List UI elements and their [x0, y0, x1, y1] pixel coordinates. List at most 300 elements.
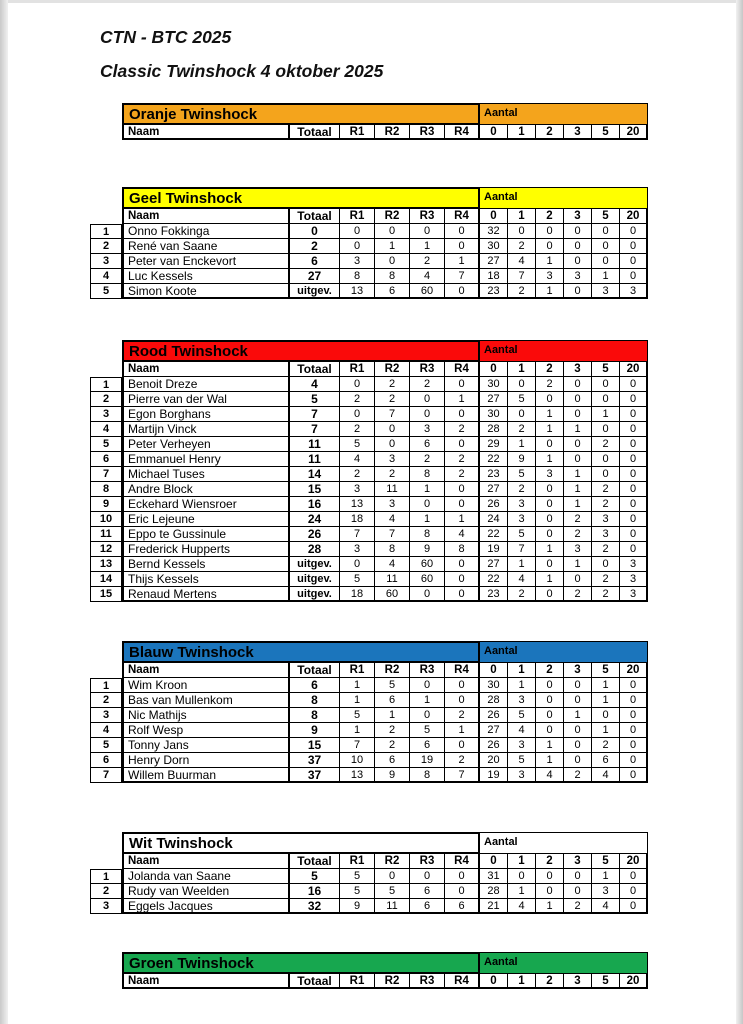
aantal-count: 1 — [592, 678, 620, 693]
aantal-count: 3 — [564, 269, 592, 284]
round-score: 0 — [445, 557, 480, 572]
round-score: 0 — [410, 407, 445, 422]
round-score: 3 — [375, 452, 410, 467]
rider-pos: 6 — [90, 452, 122, 467]
col-header-aantal: 2 — [536, 663, 564, 678]
round-score: 3 — [375, 497, 410, 512]
rider-name: Wim Kroon — [122, 678, 290, 693]
rider-total: 15 — [290, 482, 340, 497]
aantal-count: 1 — [536, 407, 564, 422]
rider-total: 16 — [290, 497, 340, 512]
aantal-count: 3 — [508, 512, 536, 527]
aantal-count: 2 — [592, 587, 620, 602]
rider-total: 27 — [290, 269, 340, 284]
aantal-label: Aantal — [480, 103, 648, 125]
aantal-count: 0 — [508, 869, 536, 884]
rider-total: 6 — [290, 678, 340, 693]
aantal-count: 26 — [480, 738, 508, 753]
aantal-count: 0 — [564, 572, 592, 587]
table-band — [122, 832, 648, 854]
aantal-count: 0 — [592, 422, 620, 437]
aantal-count: 4 — [592, 768, 620, 783]
aantal-count: 4 — [508, 572, 536, 587]
round-score: 0 — [340, 377, 375, 392]
round-score: 8 — [410, 527, 445, 542]
table-geel-twinshock — [90, 187, 648, 299]
round-score: 1 — [375, 708, 410, 723]
aantal-count: 27 — [480, 723, 508, 738]
aantal-count: 0 — [620, 768, 648, 783]
aantal-count: 19 — [480, 768, 508, 783]
aantal-count: 0 — [564, 693, 592, 708]
page-edge-top — [0, 0, 743, 3]
aantal-count: 5 — [508, 753, 536, 768]
aantal-count: 0 — [620, 377, 648, 392]
round-score: 2 — [410, 452, 445, 467]
round-score: 1 — [340, 678, 375, 693]
aantal-count: 30 — [480, 407, 508, 422]
rider-name: Simon Koote — [122, 284, 290, 299]
rider-name: Peter Verheyen — [122, 437, 290, 452]
aantal-count: 0 — [508, 377, 536, 392]
aantal-count: 1 — [592, 723, 620, 738]
round-score: 3 — [340, 254, 375, 269]
col-header-totaal: Totaal — [290, 854, 340, 869]
table-title: Geel Twinshock — [122, 187, 480, 209]
table-row — [90, 587, 648, 602]
round-score: 0 — [410, 497, 445, 512]
round-score: 1 — [445, 512, 480, 527]
aantal-count: 29 — [480, 437, 508, 452]
aantal-count: 0 — [564, 738, 592, 753]
column-header-row — [122, 209, 648, 224]
rider-pos: 4 — [90, 723, 122, 738]
col-header-aantal: 5 — [592, 663, 620, 678]
aantal-count: 4 — [592, 899, 620, 914]
col-header-naam: Naam — [122, 209, 290, 224]
aantal-count: 0 — [536, 497, 564, 512]
rider-name: Tonny Jans — [122, 738, 290, 753]
aantal-count: 1 — [536, 899, 564, 914]
rider-name: Eric Lejeune — [122, 512, 290, 527]
col-header-round: R4 — [445, 125, 480, 140]
round-score: 9 — [340, 899, 375, 914]
round-score: 8 — [375, 542, 410, 557]
aantal-count: 0 — [620, 422, 648, 437]
table-row — [90, 723, 648, 738]
round-score: 4 — [340, 452, 375, 467]
round-score: 7 — [445, 269, 480, 284]
rider-total: 5 — [290, 869, 340, 884]
aantal-count: 0 — [564, 452, 592, 467]
col-header-aantal: 3 — [564, 209, 592, 224]
round-score: 60 — [410, 284, 445, 299]
round-score: 0 — [445, 587, 480, 602]
aantal-count: 1 — [592, 269, 620, 284]
rider-name: Eppo te Gussinule — [122, 527, 290, 542]
aantal-count: 18 — [480, 269, 508, 284]
round-score: 0 — [445, 869, 480, 884]
rider-name: Jolanda van Saane — [122, 869, 290, 884]
col-header-aantal: 3 — [564, 362, 592, 377]
aantal-count: 2 — [508, 422, 536, 437]
round-score: 7 — [375, 407, 410, 422]
rider-name: Willem Buurman — [122, 768, 290, 783]
round-score: 3 — [340, 482, 375, 497]
round-score: 6 — [410, 899, 445, 914]
round-score: 1 — [445, 254, 480, 269]
col-header-aantal: 0 — [480, 125, 508, 140]
aantal-count: 0 — [592, 452, 620, 467]
col-header-round: R2 — [375, 362, 410, 377]
aantal-count: 0 — [564, 407, 592, 422]
aantal-count: 27 — [480, 254, 508, 269]
table-rood-twinshock — [90, 340, 648, 602]
column-header-row — [122, 362, 648, 377]
rider-total: 7 — [290, 422, 340, 437]
round-score: 13 — [340, 497, 375, 512]
table-title: Oranje Twinshock — [122, 103, 480, 125]
aantal-count: 26 — [480, 708, 508, 723]
round-score: 5 — [340, 884, 375, 899]
aantal-count: 3 — [592, 527, 620, 542]
round-score: 5 — [375, 678, 410, 693]
round-score: 0 — [375, 437, 410, 452]
round-score: 7 — [340, 527, 375, 542]
aantal-count: 4 — [536, 768, 564, 783]
aantal-count: 0 — [536, 527, 564, 542]
rider-total: 26 — [290, 527, 340, 542]
col-header-totaal: Totaal — [290, 125, 340, 140]
col-header-round: R3 — [410, 209, 445, 224]
aantal-count: 0 — [508, 224, 536, 239]
col-header-aantal: 3 — [564, 854, 592, 869]
table-band — [122, 340, 648, 362]
round-score: 0 — [410, 678, 445, 693]
aantal-count: 0 — [592, 224, 620, 239]
rider-pos: 11 — [90, 527, 122, 542]
rider-pos: 15 — [90, 587, 122, 602]
table-row — [90, 869, 648, 884]
round-score: 7 — [445, 768, 480, 783]
col-header-round: R3 — [410, 125, 445, 140]
aantal-count: 7 — [508, 542, 536, 557]
col-header-aantal: 0 — [480, 663, 508, 678]
round-score: 5 — [375, 884, 410, 899]
col-header-naam: Naam — [122, 974, 290, 989]
table-row — [90, 768, 648, 783]
col-header-round: R1 — [340, 854, 375, 869]
aantal-count: 1 — [592, 693, 620, 708]
col-header-totaal: Totaal — [290, 209, 340, 224]
aantal-count: 22 — [480, 452, 508, 467]
aantal-count: 28 — [480, 693, 508, 708]
page-title: CTN - BTC 2025 — [100, 27, 232, 47]
round-score: 0 — [445, 407, 480, 422]
round-score: 2 — [375, 377, 410, 392]
round-score: 60 — [410, 572, 445, 587]
round-score: 1 — [410, 239, 445, 254]
aantal-count: 0 — [564, 869, 592, 884]
rider-total: 8 — [290, 708, 340, 723]
table-row — [90, 422, 648, 437]
col-header-round: R1 — [340, 663, 375, 678]
aantal-count: 2 — [564, 899, 592, 914]
round-score: 0 — [375, 869, 410, 884]
col-header-totaal: Totaal — [290, 974, 340, 989]
page-subtitle: Classic Twinshock 4 oktober 2025 — [100, 61, 384, 81]
round-score: 1 — [410, 512, 445, 527]
rider-pos: 3 — [90, 708, 122, 723]
rider-total: 6 — [290, 254, 340, 269]
round-score: 7 — [375, 527, 410, 542]
col-header-aantal: 5 — [592, 362, 620, 377]
round-score: 0 — [375, 224, 410, 239]
aantal-count: 27 — [480, 392, 508, 407]
col-header-aantal: 5 — [592, 854, 620, 869]
aantal-count: 1 — [536, 542, 564, 557]
aantal-count: 2 — [592, 542, 620, 557]
aantal-count: 23 — [480, 587, 508, 602]
aantal-count: 9 — [508, 452, 536, 467]
rider-pos: 3 — [90, 407, 122, 422]
aantal-count: 2 — [564, 512, 592, 527]
aantal-count: 0 — [620, 254, 648, 269]
aantal-count: 0 — [536, 587, 564, 602]
aantal-count: 0 — [536, 557, 564, 572]
aantal-count: 27 — [480, 482, 508, 497]
table-row — [90, 224, 648, 239]
table-row — [90, 269, 648, 284]
aantal-count: 3 — [620, 572, 648, 587]
col-header-naam: Naam — [122, 125, 290, 140]
aantal-count: 4 — [508, 254, 536, 269]
col-header-round: R2 — [375, 854, 410, 869]
round-score: 2 — [375, 392, 410, 407]
round-score: 2 — [445, 467, 480, 482]
round-score: 19 — [410, 753, 445, 768]
rider-total: 16 — [290, 884, 340, 899]
round-score: 0 — [340, 407, 375, 422]
rider-pos: 13 — [90, 557, 122, 572]
aantal-count: 0 — [620, 884, 648, 899]
rider-pos: 10 — [90, 512, 122, 527]
aantal-count: 28 — [480, 884, 508, 899]
round-score: 1 — [410, 693, 445, 708]
aantal-count: 1 — [564, 467, 592, 482]
col-header-round: R3 — [410, 362, 445, 377]
rider-pos: 4 — [90, 269, 122, 284]
rider-total: 4 — [290, 377, 340, 392]
aantal-count: 27 — [480, 557, 508, 572]
col-header-round: R3 — [410, 974, 445, 989]
col-header-aantal: 1 — [508, 854, 536, 869]
aantal-label: Aantal — [480, 832, 648, 854]
aantal-count: 0 — [564, 723, 592, 738]
rider-pos: 7 — [90, 467, 122, 482]
col-header-round: R3 — [410, 854, 445, 869]
aantal-count: 0 — [536, 512, 564, 527]
aantal-count: 2 — [564, 768, 592, 783]
rider-total: 11 — [290, 437, 340, 452]
round-score: 0 — [445, 482, 480, 497]
col-header-aantal: 20 — [620, 974, 648, 989]
col-header-aantal: 1 — [508, 974, 536, 989]
rider-name: Thijs Kessels — [122, 572, 290, 587]
col-header-round: R4 — [445, 854, 480, 869]
aantal-count: 0 — [564, 377, 592, 392]
round-score: 2 — [445, 708, 480, 723]
table-band — [122, 103, 648, 125]
table-band — [122, 952, 648, 974]
aantal-count: 1 — [536, 422, 564, 437]
round-score: 2 — [340, 422, 375, 437]
table-row — [90, 437, 648, 452]
col-header-round: R4 — [445, 974, 480, 989]
aantal-count: 1 — [564, 422, 592, 437]
aantal-count: 1 — [564, 497, 592, 512]
table-row — [90, 392, 648, 407]
aantal-count: 0 — [620, 392, 648, 407]
round-score: 0 — [445, 239, 480, 254]
column-header-row — [122, 974, 648, 989]
aantal-count: 1 — [564, 482, 592, 497]
aantal-count: 23 — [480, 284, 508, 299]
col-header-round: R4 — [445, 362, 480, 377]
aantal-count: 0 — [620, 869, 648, 884]
rider-pos: 9 — [90, 497, 122, 512]
aantal-count: 0 — [592, 377, 620, 392]
round-score: 3 — [340, 542, 375, 557]
aantal-count: 3 — [508, 693, 536, 708]
aantal-label: Aantal — [480, 952, 648, 974]
col-header-aantal: 20 — [620, 854, 648, 869]
table-row — [90, 557, 648, 572]
table-row — [90, 738, 648, 753]
col-header-aantal: 0 — [480, 209, 508, 224]
rider-pos: 6 — [90, 753, 122, 768]
aantal-count: 0 — [620, 437, 648, 452]
round-score: 2 — [445, 753, 480, 768]
rider-total: 11 — [290, 452, 340, 467]
round-score: 1 — [410, 482, 445, 497]
rider-name: Eggels Jacques — [122, 899, 290, 914]
rider-name: Michael Tuses — [122, 467, 290, 482]
round-score: 13 — [340, 768, 375, 783]
aantal-count: 2 — [508, 587, 536, 602]
round-score: 9 — [410, 542, 445, 557]
table-row — [90, 482, 648, 497]
aantal-count: 1 — [536, 254, 564, 269]
col-header-aantal: 5 — [592, 125, 620, 140]
aantal-count: 31 — [480, 869, 508, 884]
aantal-count: 0 — [536, 392, 564, 407]
rider-pos: 1 — [90, 678, 122, 693]
round-score: 0 — [340, 557, 375, 572]
aantal-count: 0 — [620, 269, 648, 284]
aantal-label: Aantal — [480, 340, 648, 362]
rider-name: Bas van Mullenkom — [122, 693, 290, 708]
table-row — [90, 467, 648, 482]
aantal-count: 2 — [592, 497, 620, 512]
round-score: 5 — [340, 572, 375, 587]
rider-total: 28 — [290, 542, 340, 557]
round-score: 2 — [410, 377, 445, 392]
table-blauw-twinshock — [90, 641, 648, 783]
aantal-count: 30 — [480, 678, 508, 693]
aantal-count: 1 — [508, 678, 536, 693]
aantal-count: 0 — [620, 542, 648, 557]
aantal-count: 0 — [620, 723, 648, 738]
aantal-count: 5 — [508, 467, 536, 482]
aantal-count: 0 — [620, 738, 648, 753]
aantal-count: 20 — [480, 753, 508, 768]
col-header-aantal: 20 — [620, 209, 648, 224]
aantal-count: 3 — [620, 587, 648, 602]
round-score: 18 — [340, 512, 375, 527]
table-band — [122, 187, 648, 209]
rider-name: Pierre van der Wal — [122, 392, 290, 407]
aantal-count: 0 — [536, 884, 564, 899]
col-header-round: R4 — [445, 663, 480, 678]
table-row — [90, 239, 648, 254]
aantal-count: 3 — [592, 284, 620, 299]
aantal-count: 0 — [592, 239, 620, 254]
table-row — [90, 512, 648, 527]
column-header-row — [122, 854, 648, 869]
aantal-count: 2 — [592, 572, 620, 587]
table-row — [90, 884, 648, 899]
round-score: 6 — [375, 693, 410, 708]
table-title: Wit Twinshock — [122, 832, 480, 854]
col-header-aantal: 2 — [536, 209, 564, 224]
round-score: 18 — [340, 587, 375, 602]
rider-pos: 2 — [90, 392, 122, 407]
rider-pos: 4 — [90, 422, 122, 437]
col-header-aantal: 3 — [564, 125, 592, 140]
aantal-count: 0 — [592, 254, 620, 269]
table-row — [90, 377, 648, 392]
aantal-count: 28 — [480, 422, 508, 437]
table-row — [90, 899, 648, 914]
round-score: 11 — [375, 899, 410, 914]
rider-name: Andre Block — [122, 482, 290, 497]
round-score: 2 — [445, 422, 480, 437]
round-score: 60 — [375, 587, 410, 602]
aantal-count: 0 — [536, 239, 564, 254]
table-row — [90, 693, 648, 708]
rider-name: Eckehard Wiensroer — [122, 497, 290, 512]
rider-total: 37 — [290, 768, 340, 783]
round-score: 8 — [375, 269, 410, 284]
round-score: 8 — [410, 467, 445, 482]
rider-name: René van Saane — [122, 239, 290, 254]
rider-name: Rolf Wesp — [122, 723, 290, 738]
rider-pos: 3 — [90, 254, 122, 269]
aantal-count: 2 — [536, 377, 564, 392]
page-edge-right — [736, 0, 743, 1024]
round-score: 6 — [375, 284, 410, 299]
aantal-count: 3 — [536, 467, 564, 482]
aantal-count: 1 — [564, 708, 592, 723]
aantal-count: 0 — [564, 254, 592, 269]
rider-name: Martijn Vinck — [122, 422, 290, 437]
round-score: 0 — [445, 284, 480, 299]
round-score: 2 — [340, 392, 375, 407]
table-row — [90, 497, 648, 512]
round-score: 6 — [410, 437, 445, 452]
aantal-count: 0 — [592, 708, 620, 723]
